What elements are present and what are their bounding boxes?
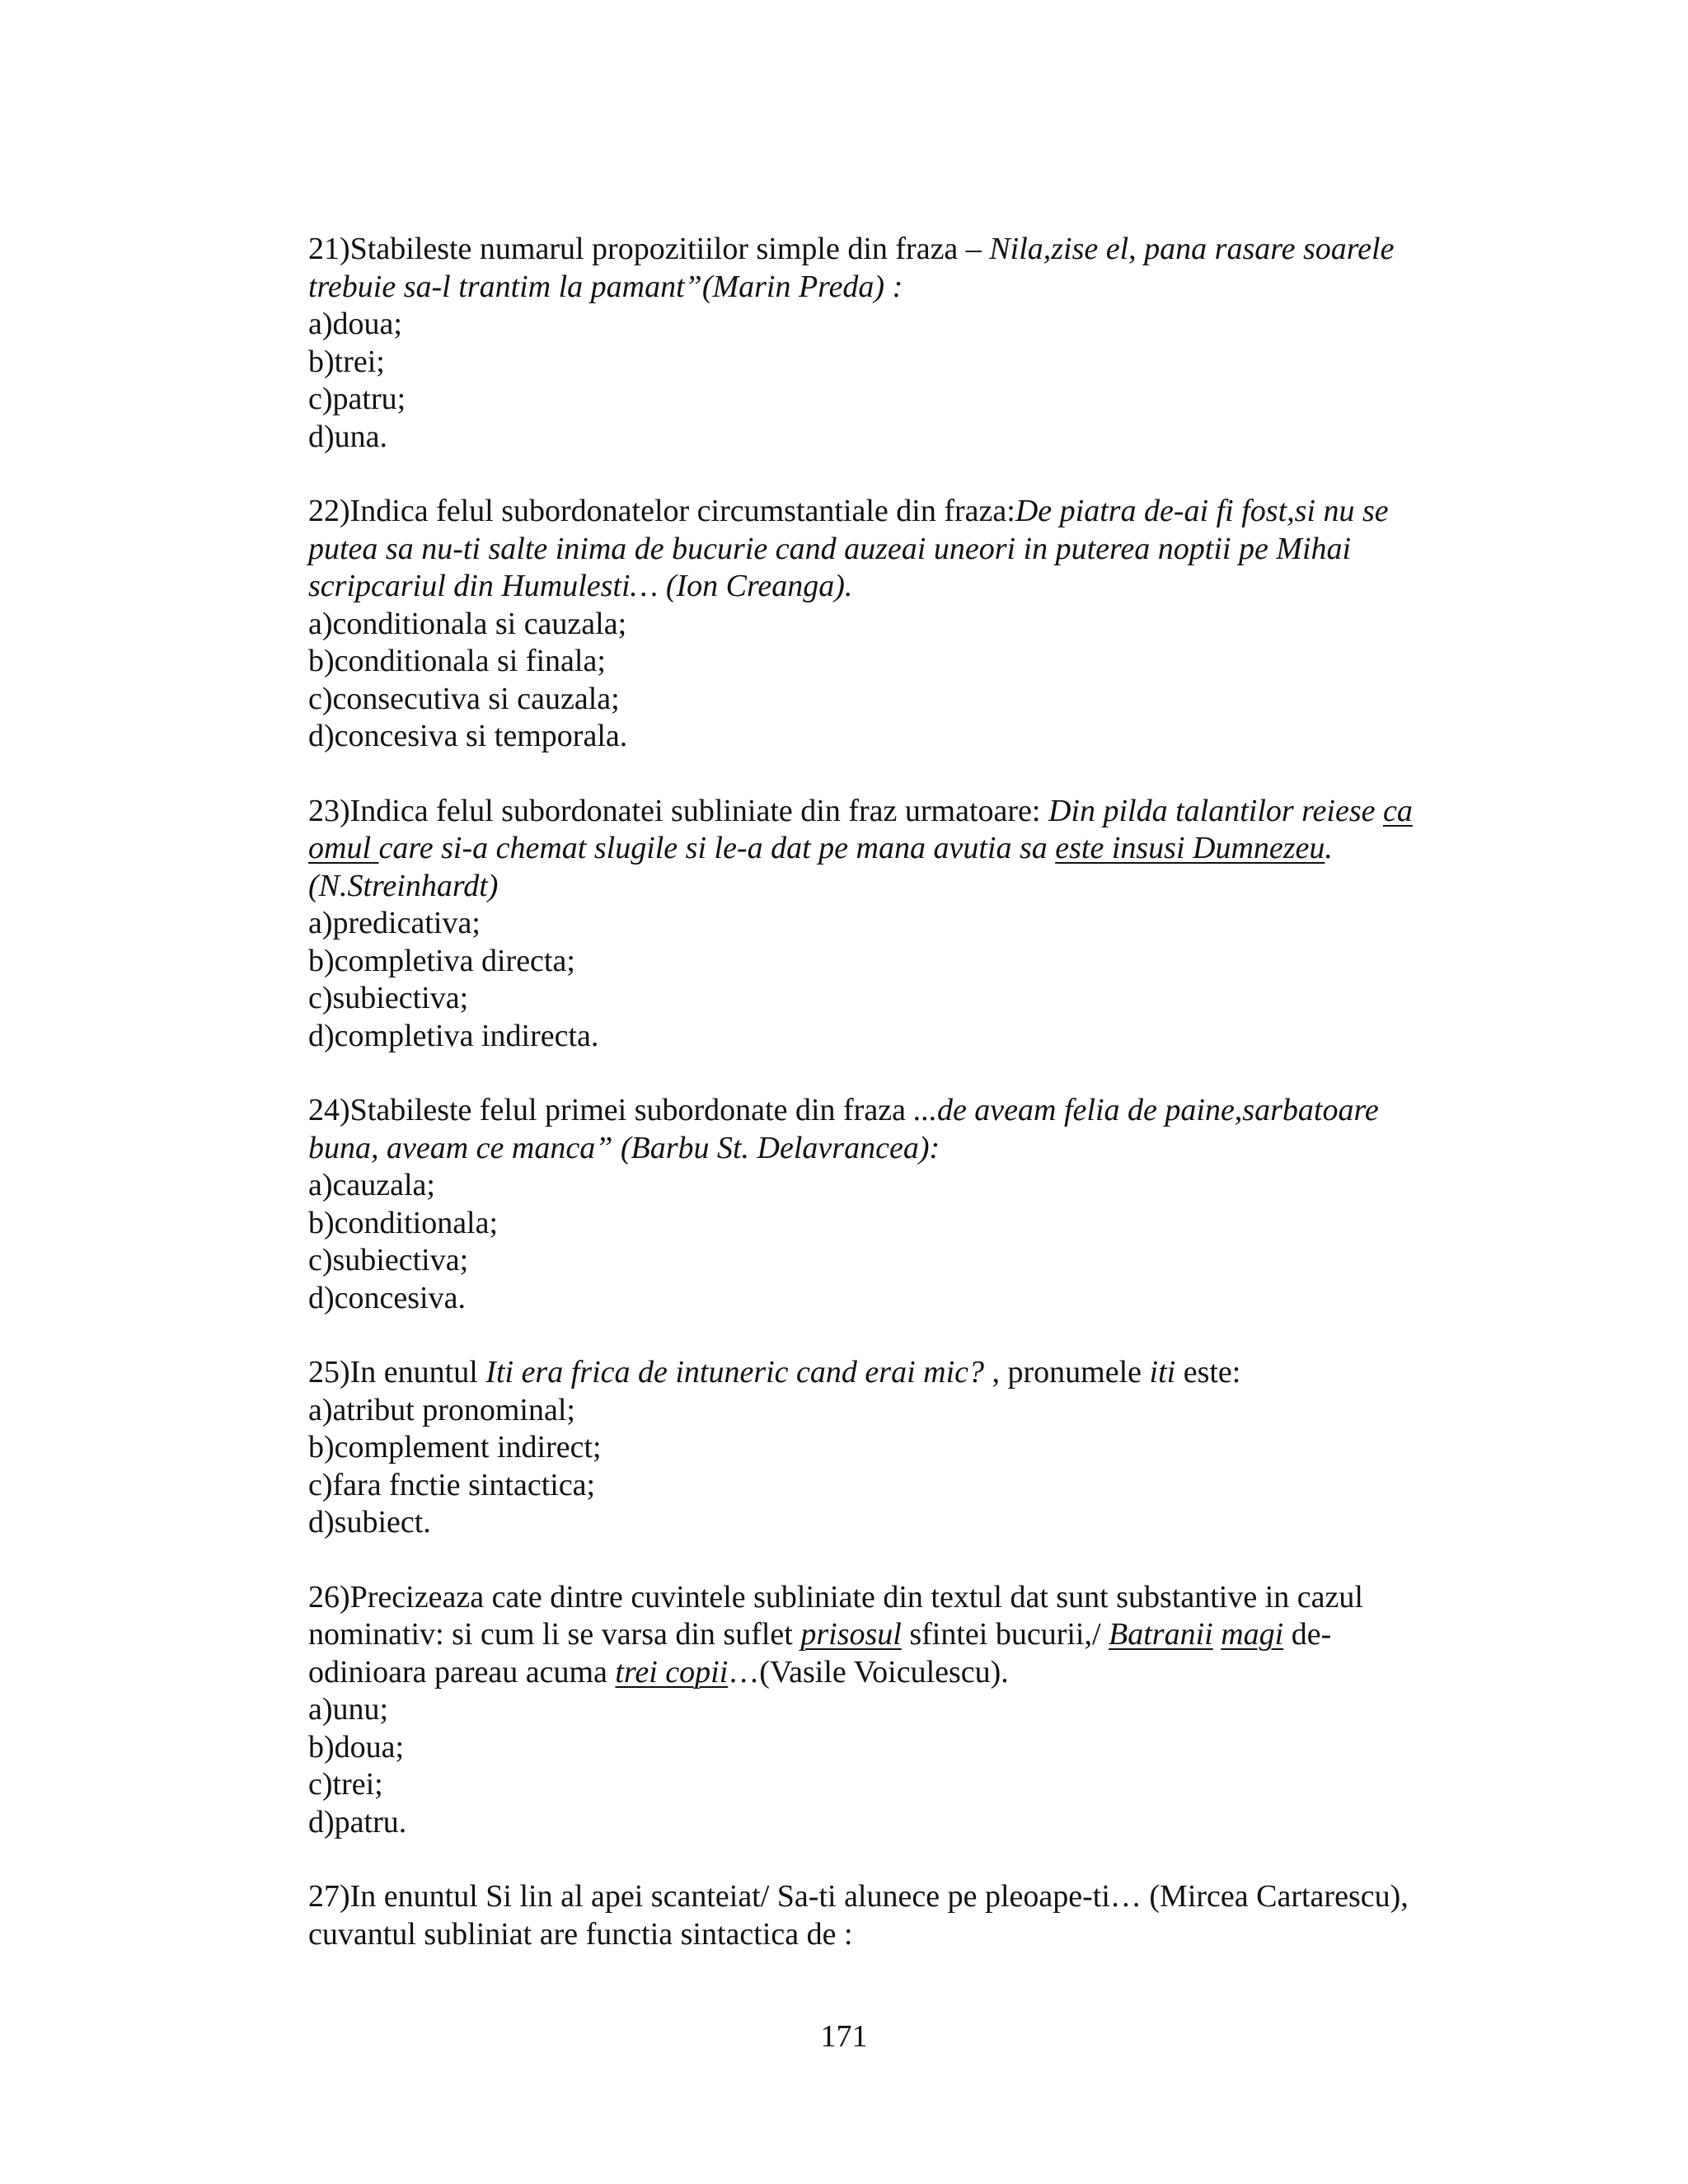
- question-26-option-a: a)unu;: [308, 1692, 389, 1727]
- question-26-underlined-magi: magi: [1221, 1617, 1284, 1652]
- question-23-option-b: b)completiva directa;: [308, 943, 575, 978]
- question-22: [308, 493, 1479, 756]
- question-21-quote-line-2: trebuie sa-l trantim la pamant”(Marin Preda) :: [308, 269, 903, 304]
- question-26-option-c: c)trei;: [308, 1767, 383, 1802]
- question-23-quote: Din pilda talantilor reiese: [1048, 793, 1383, 828]
- question-22-option-b: b)conditionala si finala;: [308, 644, 606, 678]
- question-26-prompt-line-3: [308, 1654, 1479, 1692]
- question-27: [308, 1878, 1479, 1953]
- question-25-option-a: a)atribut pronominal;: [308, 1392, 575, 1427]
- question-22-option-c: c)consecutiva si cauzala;: [308, 681, 620, 716]
- question-25-prompt-line-1: [308, 1354, 1479, 1392]
- question-24-quote-line-2: buna, aveam ce manca” (Barbu St. Delavrancea):: [308, 1130, 940, 1165]
- question-21-option-a: a)doua;: [308, 307, 402, 341]
- question-25: [308, 1354, 1479, 1542]
- question-21: [308, 231, 1479, 456]
- question-26: [308, 1579, 1479, 1842]
- question-26-underlined-batranii: Batranii: [1109, 1617, 1213, 1652]
- page-number: 171: [820, 2019, 868, 2054]
- question-25-option-c: c)fara fnctie sintactica;: [308, 1467, 596, 1502]
- question-26-prompt-line-1: 26)Precizeaza cate dintre cuvintele subliniate din textul dat sunt substantive in cazul: [308, 1579, 1363, 1615]
- question-24-prompt: 24)Stabileste felul primei subordonate din fraza: [308, 1093, 914, 1127]
- question-25-pronoun: iti: [1149, 1355, 1176, 1390]
- question-23-option-a: a)predicativa;: [308, 906, 481, 940]
- question-24-option-a: a)cauzala;: [308, 1168, 435, 1202]
- question-23-option-c: c)subiectiva;: [308, 981, 469, 1015]
- question-26-space: [1213, 1617, 1221, 1652]
- question-23-underlined-ca: ca: [1382, 793, 1413, 828]
- question-25-prompt-start: 25)In enuntul: [308, 1355, 486, 1390]
- question-22-quote-line-2: putea sa nu-ti salte inima de bucurie cand auzeai uneori in puterea noptii pe Mihai: [308, 531, 1352, 566]
- questions-content: [308, 231, 1479, 1990]
- question-21-quote: Nila,zise el, pana rasare soarele: [989, 232, 1395, 266]
- question-22-prompt: 22)Indica felul subordonatelor circumstantiale din fraza:: [308, 494, 1015, 528]
- question-26-underlined-trei-copii: trei copii: [615, 1654, 729, 1690]
- question-21-prompt: 21)Stabileste numarul propozitiilor simple din fraza –: [308, 232, 990, 266]
- question-26-option-d: d)patru.: [308, 1804, 407, 1840]
- question-26-source: …(Vasile Voiculescu).: [728, 1654, 1009, 1690]
- question-23-source: (N.Streinhardt): [308, 868, 499, 903]
- question-27-prompt-line-1: 27)In enuntul Si lin al apei scanteiat/ Sa-ti alunece pe pleoape-ti… (Mircea Cartarescu),: [308, 1879, 1409, 1914]
- question-22-option-a: a)conditionala si cauzala;: [308, 606, 627, 641]
- question-26-option-b: b)doua;: [308, 1729, 405, 1765]
- question-21-option-b: b)trei;: [308, 344, 385, 379]
- question-22-quote: De piatra de-ai fi fost,si nu se: [1015, 494, 1389, 528]
- question-23: [308, 793, 1479, 1056]
- question-27-prompt-line-2: cuvantul subliniat are functia sintactica de :: [308, 1916, 853, 1952]
- question-24-option-d: d)concesiva.: [308, 1280, 466, 1315]
- question-23-quote-end: .: [1325, 831, 1333, 865]
- question-26-text-start: nominativ: si cum li se varsa din suflet: [308, 1617, 801, 1652]
- question-26-text-middle: sfintei bucurii,/: [901, 1617, 1109, 1652]
- question-23-quote-line-2: [308, 830, 1479, 868]
- question-23-prompt-line-1: [308, 793, 1479, 831]
- question-25-option-d: d)subiect.: [308, 1505, 431, 1540]
- question-23-underlined-clause: este insusi Dumnezeu: [1055, 831, 1325, 865]
- question-25-prompt-middle: , pronumele: [984, 1355, 1150, 1390]
- question-24-quote: ...de aveam felia de paine,sarbatoare: [913, 1093, 1379, 1127]
- question-24-option-b: b)conditionala;: [308, 1205, 499, 1240]
- question-21-option-c: c)patru;: [308, 382, 406, 416]
- question-23-prompt: 23)Indica felul subordonatei subliniate din fraz urmatoare:: [308, 793, 1048, 828]
- question-25-prompt-end: este:: [1175, 1355, 1241, 1390]
- question-21-option-d: d)una.: [308, 419, 388, 454]
- question-22-option-d: d)concesiva si temporala.: [308, 719, 628, 753]
- question-22-prompt-line-1: [308, 493, 1479, 531]
- question-23-option-d: d)completiva indirecta.: [308, 1018, 599, 1053]
- question-24: [308, 1092, 1479, 1317]
- question-23-underlined-omul: omul: [308, 831, 379, 865]
- question-22-quote-line-3: scripcariul din Humulesti… (Ion Creanga).: [308, 569, 853, 603]
- question-26-text-end: de-: [1283, 1617, 1332, 1652]
- question-23-quote-middle: care si-a chemat slugile si le-a dat pe mana avutia sa: [378, 831, 1056, 865]
- question-24-prompt-line-1: [308, 1092, 1479, 1130]
- question-25-quote: Iti era frica de intuneric cand erai mic?: [485, 1355, 984, 1390]
- question-26-prompt-line-2: [308, 1616, 1479, 1654]
- question-25-option-b: b)complement indirect;: [308, 1430, 602, 1465]
- question-26-underlined-prisosul: prisosul: [800, 1617, 902, 1652]
- question-24-option-c: c)subiectiva;: [308, 1243, 469, 1277]
- question-21-prompt-line-1: [308, 231, 1479, 269]
- question-26-text-line3-start: odinioara pareau acuma: [308, 1654, 616, 1690]
